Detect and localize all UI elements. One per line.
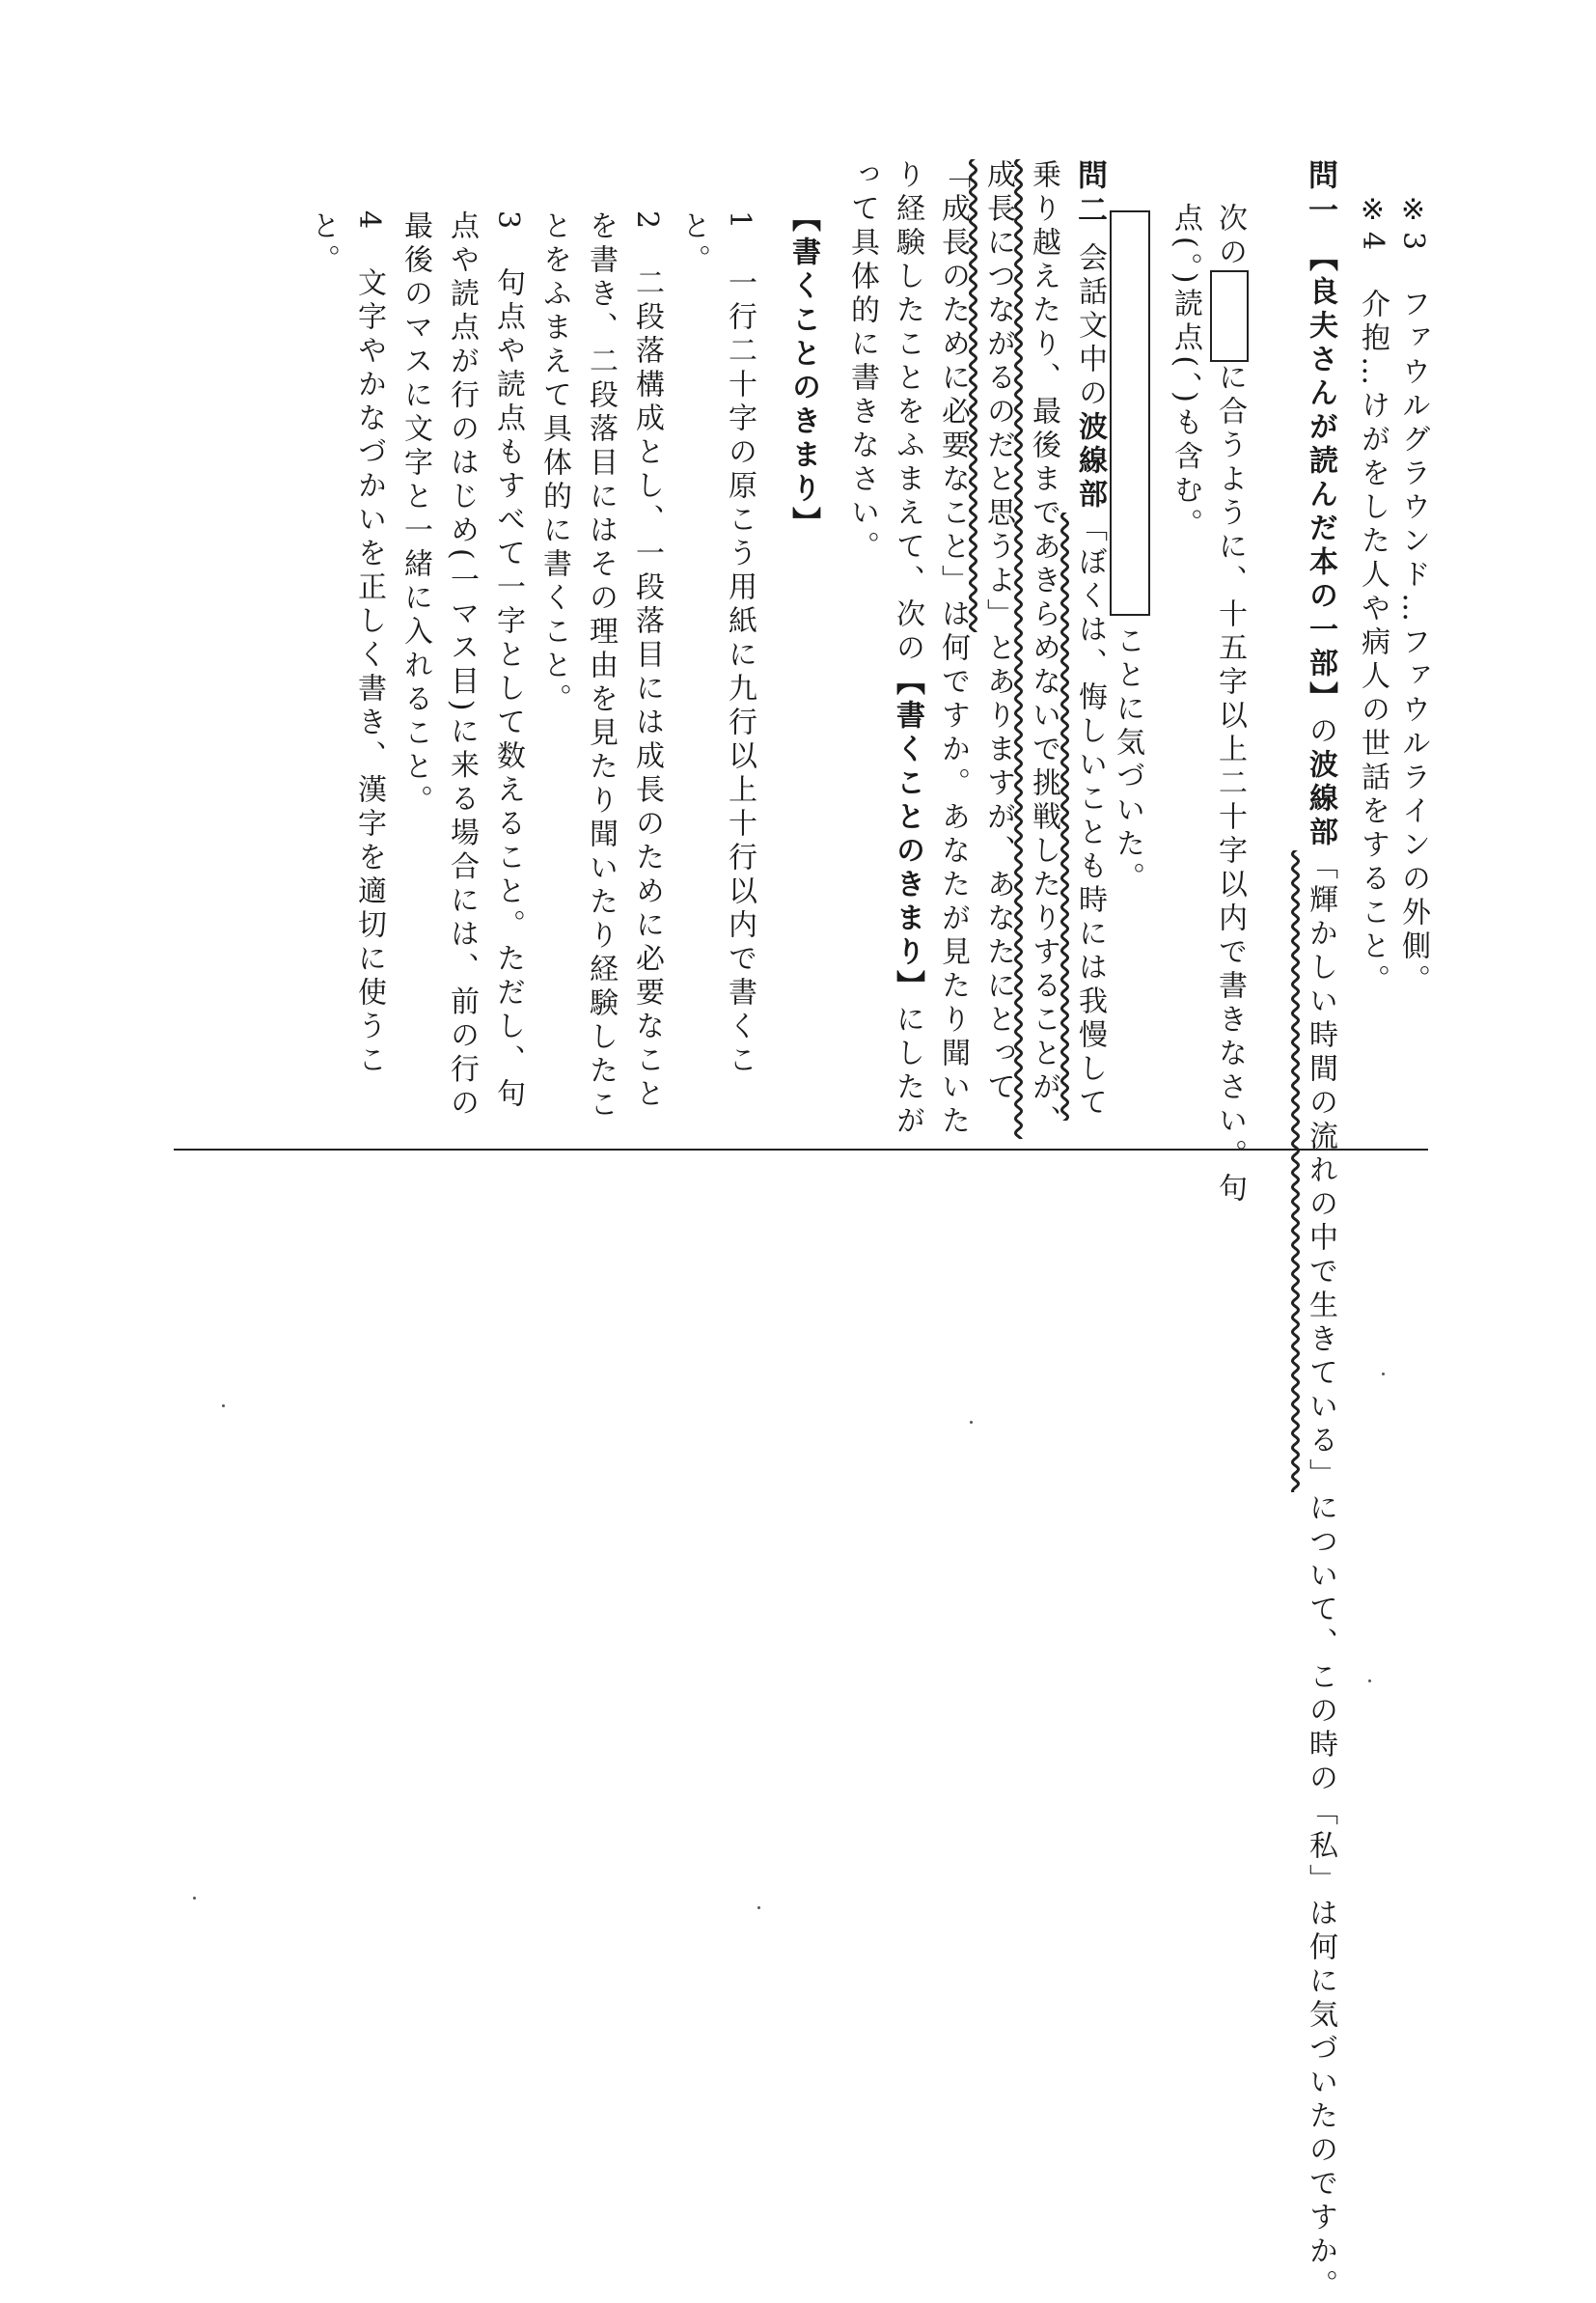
q1-line-1 [1297, 159, 1343, 2303]
scan-speck [222, 1404, 225, 1407]
q1-answer-box [1110, 210, 1150, 616]
q1-blank-small [1210, 270, 1249, 362]
q1-line2-a: 次の [1213, 203, 1247, 270]
note-4 [1349, 193, 1395, 999]
q1-answer-tail-text: ことに気づいた。 [1111, 625, 1144, 896]
section-divider [174, 1149, 1428, 1151]
q2-block [839, 159, 1113, 1153]
q2-wave-text: 「ぼくは、悔しいことも時には我慢して乗り越えたり、最後まであきらめないで挑戦したりすることが、成長につながるのだと思うよ」 [981, 159, 1107, 1139]
rules-list [289, 210, 762, 1137]
q1-text-a: の [1304, 715, 1337, 749]
q2-rules-ref: 【書くことのきまり】 [891, 666, 924, 1004]
q1-wave-label: 波線部 [1304, 749, 1337, 850]
q2-intro: 会話文中の [1073, 242, 1107, 411]
note-3-text: ※3 ファウルグラウンド…ファウルラインの外側。 [1396, 193, 1430, 999]
q1-line-2 [1206, 203, 1252, 1207]
q1-label: 問一 [1303, 159, 1337, 229]
q2-wave-label: 波線部 [1073, 411, 1107, 513]
rule-item-2: 2 二段落構成とし、一段落目には成長のために必要なことを書き、二段落目にはその理由を見たり聞いたり経験したことをふまえて具体的に書くこと。 [537, 210, 664, 1123]
note-4-text: ※4 介抱…けがをした人や病人の世話をすること。 [1356, 193, 1390, 999]
scan-speck [1382, 1373, 1385, 1375]
q2-text-a: とありますが、あなたにとって「成長のために必要なこと」は何ですか。あなたが見たり聞いたり経験したことをふまえて、次の [891, 159, 1015, 1139]
rule-item-3: 3 句点や読点もすべて一字として数えること。ただし、句点や読点が行のはじめ(一マス目)に来る場合には、前の行の最後のマスに文字と一緒に入れること。 [399, 210, 525, 1122]
q2-label: 問二 [1072, 159, 1107, 229]
scan-speck [193, 1897, 196, 1900]
scan-speck [970, 1421, 973, 1424]
q1-text-b: について、この時の「私」は何に気づいたのですか。 [1304, 1492, 1337, 2303]
q1-heading: 【良夫さんが読んだ本の一部】 [1304, 242, 1337, 715]
note-3 [1390, 193, 1436, 999]
scan-speck [1368, 1679, 1371, 1682]
rules-heading [780, 203, 826, 541]
rule-item-4: 4 文字やかなづかいを正しく書き、漢字を適切に使うこと。 [306, 210, 386, 1079]
rule-item-1: 1 一行二十字の原こう用紙に九行以上十行以内で書くこと。 [676, 210, 757, 1079]
rules-heading-text: 【書くことのきまり】 [786, 203, 820, 541]
q1-wave-text: 「輝かしい時間の流れの中で生きている」 [1304, 850, 1337, 1492]
q1-line3-text: 点(。)読点(、)も含む。 [1169, 203, 1202, 542]
q2-text-b: にしたがって具体的に書きなさい。 [845, 159, 924, 1139]
q1-line2-b: に合うように、十五字以上二十字以内で書きなさい。句 [1213, 362, 1247, 1207]
scan-speck [757, 1906, 760, 1909]
q1-line-3 [1162, 203, 1208, 782]
